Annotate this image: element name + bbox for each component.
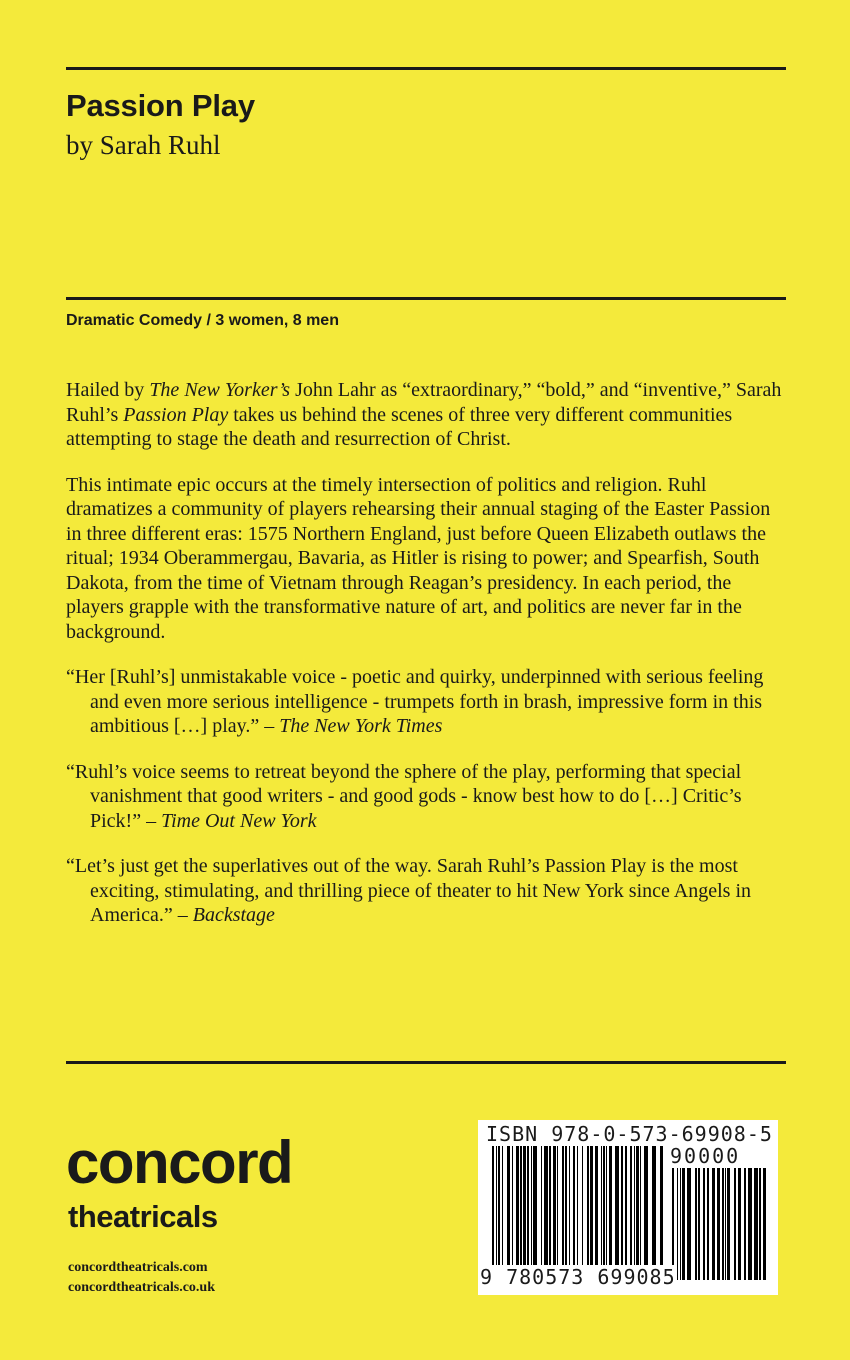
blurb-paragraph-2: This intimate epic occurs at the timely intersection of politics and religion. Ruhl dramatizes a community of players rehearsing their annual staging of the Easter Passion in three different eras: 1575 Northern England, just before Queen Elizabeth outlaws the ritual; 1934 Oberammergau, Bavaria, as Hitler is rising to power; and Spearfish, South Dakota, from the time of Vietnam through Reagan’s presidency. In each period, the players grapple with the transformative nature of art, and politics are never far in the background. (66, 473, 771, 643)
quote-text: “Ruhl’s voice seems to retreat beyond the sphere of the play, performing that special vanishment that good writers - and good gods - know best how to do […] Critic’s Pick!” – (66, 760, 742, 832)
blurb-text: takes us behind the scenes of three very different communities attempting to stage the death and resurrection of Christ. (66, 403, 733, 450)
publisher-url-uk: concordtheatricals.co.uk (68, 1280, 215, 1295)
section-rule-1 (66, 297, 786, 300)
publisher-logo-wordmark: concord (66, 1129, 293, 1196)
quote-text: “Let’s just get the superlatives out of the way. Sarah Ruhl’s Passion Play is the most exciting, stimulating, and thrilling piece of theater to hit New York since Angels in America.” – (66, 855, 751, 926)
blurb-text: John Lahr as “extraordinary,” “bold,” and “inventive,” Sarah Ruhl’s (66, 379, 782, 426)
ean-digits: 9 780573 699085 (480, 1265, 676, 1289)
quote-source: Backstage (192, 904, 275, 926)
play-name: Passion Play (123, 403, 229, 426)
isbn-label: ISBN 978-0-573-69908-5 (486, 1122, 773, 1146)
author-line: by Sarah Ruhl (66, 130, 221, 160)
price-code: 90000 (670, 1144, 741, 1168)
blurb-paragraph-1 (66, 378, 786, 452)
quote-text: “Her [Ruhl’s] unmistakable voice - poetic and quirky, underpinned with serious feeling and even more serious intelligence - trumpets forth in brash, impressive form in this ambitious […] play.” – (66, 666, 764, 737)
addon-bars (672, 1168, 768, 1280)
ean-bars (492, 1146, 664, 1276)
review-quote-2 (66, 760, 786, 834)
isbn-barcode (478, 1120, 778, 1295)
genre-cast-line: Dramatic Comedy / 3 women, 8 men (66, 312, 339, 329)
top-rule (66, 67, 786, 70)
blurb-text: Hailed by (66, 379, 150, 401)
book-title: Passion Play (66, 88, 255, 123)
description-block (66, 378, 786, 949)
quote-source: Time Out New York (161, 809, 317, 832)
review-quote-3 (66, 854, 786, 928)
quote-source: The New York Times (279, 715, 443, 737)
section-rule-2 (66, 1061, 786, 1064)
publisher-logo-subtitle: theatricals (68, 1199, 218, 1234)
review-quote-1 (66, 665, 786, 739)
publisher-url-us: concordtheatricals.com (68, 1260, 208, 1275)
publication-name: The New Yorker’s (149, 379, 291, 401)
